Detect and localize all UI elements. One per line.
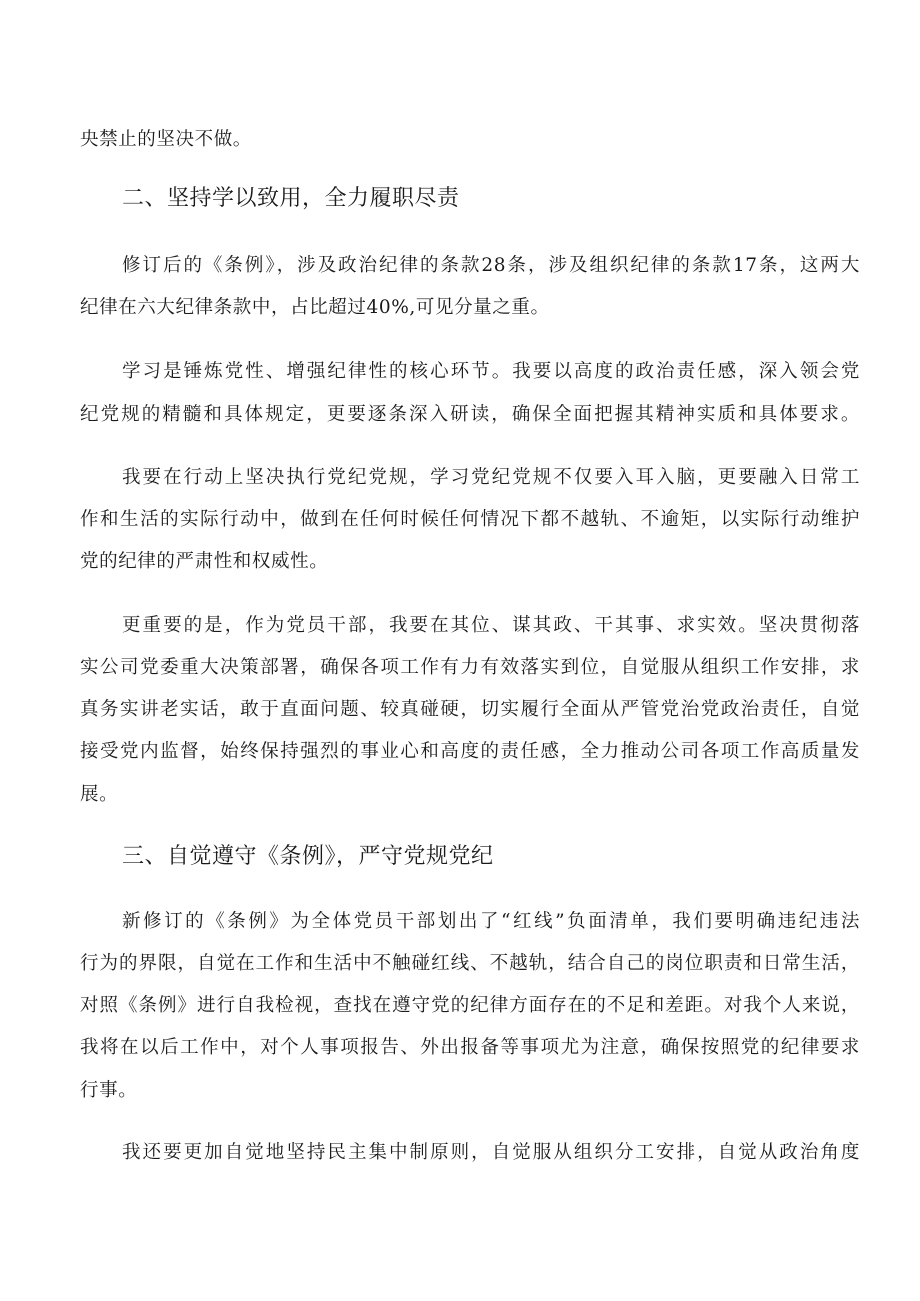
paragraph-line: 学习是锤炼党性、增强纪律性的核心环节。我要以高度的政治责任感，深入领会党 xyxy=(122,361,860,382)
paragraph-line: 纪律在六大纪律条款中，占比超过40%,可见分量之重。 xyxy=(80,297,550,318)
paragraph-line: 纪党规的精髓和具体规定，更要逐条深入研读，确保全面把握其精神实质和具体要求。 xyxy=(80,404,860,425)
paragraph-line: 党的纪律的严肃性和权威性。 xyxy=(80,551,329,572)
paragraph-line: 实公司党委重大决策部署，确保各项工作有力有效落实到位，自觉服从组织工作安排，求 xyxy=(80,657,860,678)
paragraph-line: 更重要的是，作为党员干部，我要在其位、谋其政、干其事、求实效。坚决贯彻落 xyxy=(122,615,860,636)
paragraph-line: 行事。 xyxy=(80,1080,138,1101)
paragraph-line: 行为的界限，自觉在工作和生活中不触碰红线、不越轨，结合自己的岗位职责和日常生活， xyxy=(80,953,860,974)
paragraph-line: 我要在行动上坚决执行党纪党规，学习党纪党规不仅要入耳入脑，更要融入日常工 xyxy=(122,467,860,488)
paragraph-line: 展。 xyxy=(80,784,119,805)
paragraph-line: 修订后的《条例》，涉及政治纪律的条款28条，涉及组织纪律的条款17条，这两大 xyxy=(122,255,860,276)
paragraph-line: 新修订的《条例》为全体党员干部划出了“红线”负面清单，我们要明确违纪违法 xyxy=(122,911,860,932)
paragraph-line: 我将在以后工作中，对个人事项报告、外出报备等事项尤为注意，确保按照党的纪律要求 xyxy=(80,1037,860,1058)
paragraph-line: 央禁止的坚决不做。 xyxy=(80,129,252,150)
section-heading-3: 三、自觉遵守《条例》，严守党规党纪 xyxy=(122,844,494,869)
paragraph-line: 接受党内监督，始终保持强烈的事业心和高度的责任感，全力推动公司各项工作高质量发 xyxy=(80,741,860,762)
paragraph-line: 真务实讲老实话，敢于直面问题、较真碰硬，切实履行全面从严管党治党政治责任，自觉 xyxy=(80,699,860,720)
paragraph-line: 我还要更加自觉地坚持民主集中制原则，自觉服从组织分工安排，自觉从政治角度 xyxy=(122,1142,860,1163)
section-heading-2: 二、坚持学以致用，全力履职尽责 xyxy=(122,186,460,211)
paragraph-line: 作和生活的实际行动中，做到在任何时候任何情况下都不越轨、不逾矩，以实际行动维护 xyxy=(80,509,860,530)
paragraph-line: 对照《条例》进行自我检视，查找在遵守党的纪律方面存在的不足和差距。对我个人来说， xyxy=(80,995,860,1016)
